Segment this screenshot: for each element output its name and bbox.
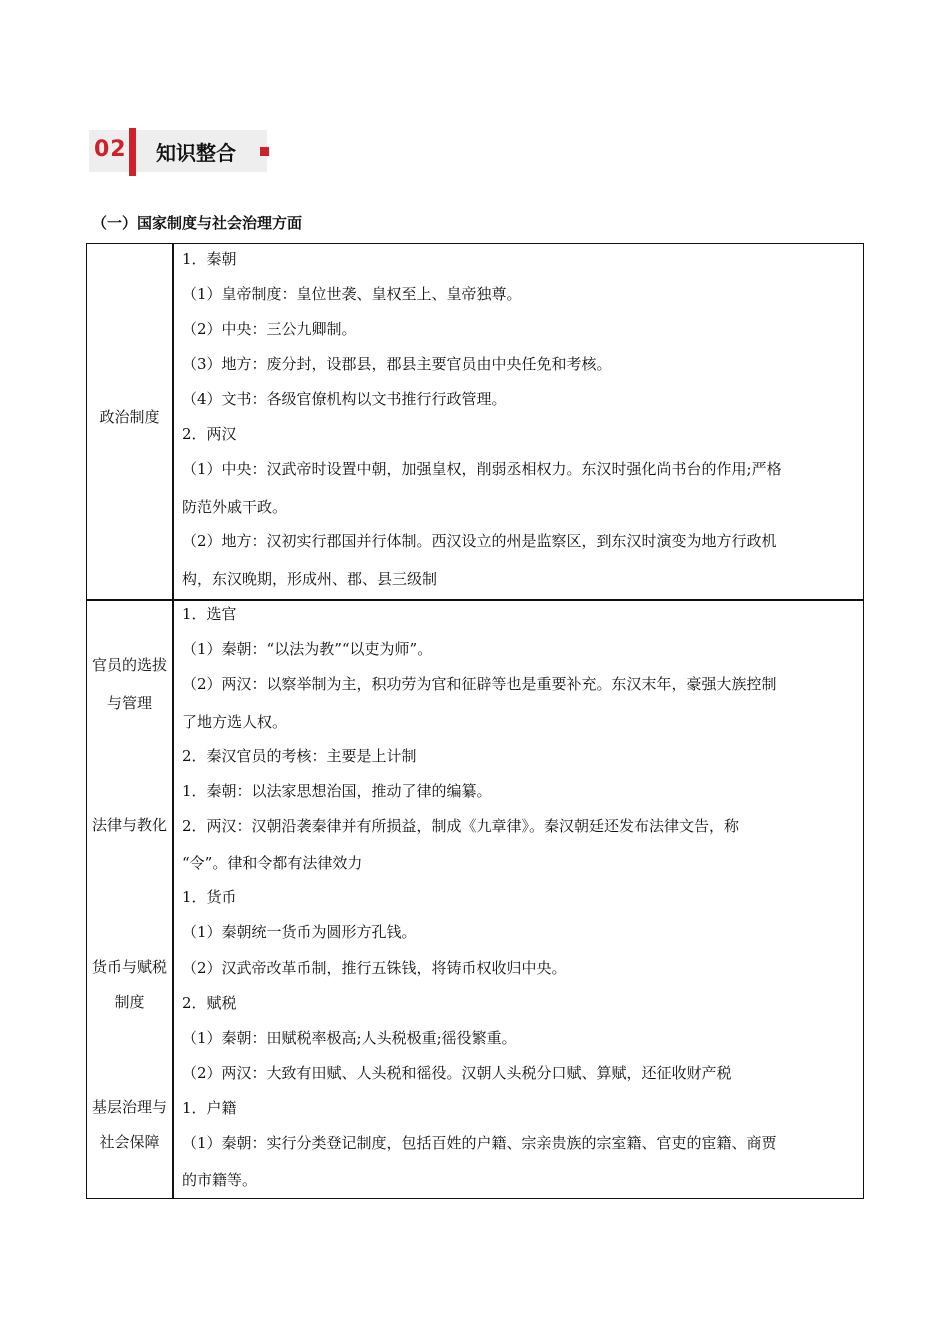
content-line: 构，东汉晚期，形成州、郡、县三级制 <box>182 570 438 588</box>
content-line: 2．秦汉官员的考核：主要是上计制 <box>182 747 417 765</box>
content-line: （1）秦朝统一货币为圆形方孔钱。 <box>182 923 417 941</box>
content-line: （1）秦朝：实行分类登记制度，包括百姓的户籍、宗亲贵族的宗室籍、官吏的宦籍、商贾 <box>182 1134 777 1152</box>
content-line: 2．赋税 <box>182 994 237 1012</box>
content-line: （2）地方：汉初实行郡国并行体制。西汉设立的州是监察区，到东汉时演变为地方行政机 <box>182 532 777 550</box>
content-line: “令”。律和令都有法律效力 <box>182 854 363 872</box>
header-red-bar <box>129 128 136 176</box>
content-line: 2．两汉 <box>182 425 237 443</box>
content-line: （4）文书：各级官僚机构以文书推行行政管理。 <box>182 390 507 408</box>
table-row-divider <box>86 599 864 601</box>
content-line: 防范外戚干政。 <box>182 498 288 516</box>
content-line: （1）秦朝：“以法为教”“以吏为师”。 <box>182 640 433 658</box>
content-line: （3）地方：废分封，设郡县，郡县主要官员由中央任免和考核。 <box>182 355 612 373</box>
content-line: 1．户籍 <box>182 1099 237 1117</box>
content-line: 1．选官 <box>182 605 237 623</box>
label-grassroots-line2: 社会保障 <box>99 1133 160 1151</box>
label-currency-line1: 货币与赋税 <box>91 958 167 976</box>
label-officials-line2: 与管理 <box>106 694 152 712</box>
label-officials-line1: 官员的选拔 <box>91 656 167 674</box>
content-line: 1．秦朝：以法家思想治国，推动了律的编纂。 <box>182 782 492 800</box>
subsection-title: （一）国家制度与社会治理方面 <box>92 214 303 232</box>
content-line: （2）中央：三公九卿制。 <box>182 320 357 338</box>
label-politics: 政治制度 <box>99 408 160 426</box>
content-line: 1．货币 <box>182 888 237 906</box>
label-law: 法律与教化 <box>91 816 167 834</box>
label-grassroots-line1: 基层治理与 <box>91 1098 167 1116</box>
content-line: （2）两汉：大致有田赋、人头税和徭役。汉朝人头税分口赋、算赋，还征收财产税 <box>182 1064 732 1082</box>
content-line: （1）秦朝：田赋税率极高;人头税极重;徭役繁重。 <box>182 1029 517 1047</box>
content-line: 1．秦朝 <box>182 250 237 268</box>
content-line: 了地方选人权。 <box>182 713 288 731</box>
content-line: （1）中央：汉武帝时设置中朝，加强皇权，削弱丞相权力。东汉时强化尚书台的作用;严格 <box>182 460 782 478</box>
content-line: （1）皇帝制度：皇位世袭、皇权至上、皇帝独尊。 <box>182 285 522 303</box>
content-line: （2）汉武帝改革币制，推行五铢钱，将铸币权收归中央。 <box>182 959 567 977</box>
table-column-divider <box>172 243 174 1199</box>
header-red-square <box>260 147 269 156</box>
section-number: 02 <box>94 137 127 162</box>
content-line: 2．两汉：汉朝沿袭秦律并有所损益，制成《九章律》。秦汉朝廷还发布法律文告，称 <box>182 817 740 835</box>
content-line: （2）两汉：以察举制为主，积功劳为官和征辟等也是重要补充。东汉末年，豪强大族控制 <box>182 675 777 693</box>
label-currency-line2: 制度 <box>114 993 145 1011</box>
content-line: 的市籍等。 <box>182 1171 258 1189</box>
section-header-title: 知识整合 <box>156 141 236 165</box>
